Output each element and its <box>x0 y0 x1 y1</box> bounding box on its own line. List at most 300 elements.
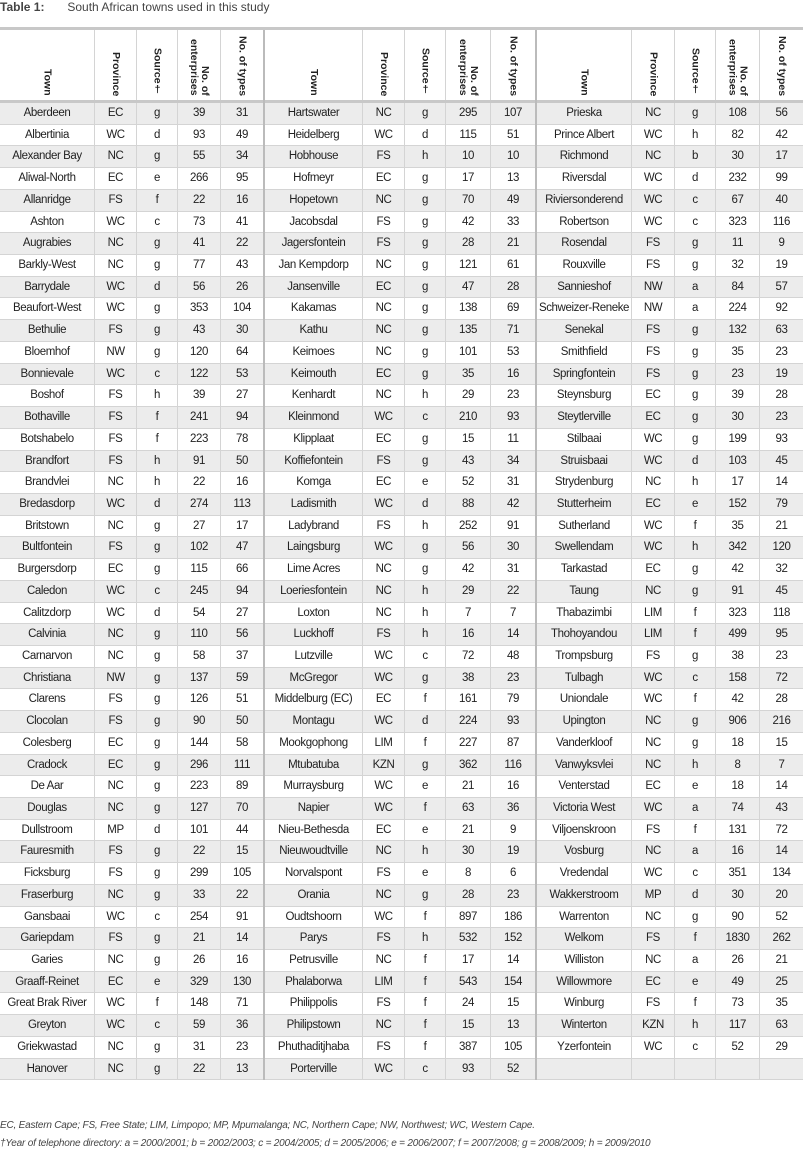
table-row <box>537 950 803 972</box>
table-row <box>537 1015 803 1037</box>
enterprises-cell: 299 <box>178 863 221 884</box>
town-cell: Jagersfontein <box>265 233 363 254</box>
header-source <box>675 30 716 100</box>
types-cell: 59 <box>236 671 248 684</box>
source-cell: g <box>137 255 178 276</box>
province-cell: EC <box>363 820 405 841</box>
source-cell: d <box>137 820 178 841</box>
enterprises-cell: 144 <box>178 733 221 754</box>
enterprises-cell: 15 <box>446 1015 491 1036</box>
town-cell: Philipstown <box>265 1015 363 1036</box>
types-cell: 15 <box>775 736 788 749</box>
table-row <box>537 907 803 929</box>
enterprises-cell: 103 <box>716 451 760 472</box>
enterprises-cell: 39 <box>716 385 760 406</box>
enterprises-cell: 17 <box>716 472 760 493</box>
table-row <box>265 863 535 885</box>
source-cell: c <box>675 212 716 233</box>
source-cell: c <box>137 907 178 928</box>
province-cell: EC <box>632 494 675 515</box>
table-row <box>0 233 263 255</box>
table-row <box>265 364 535 386</box>
enterprises-cell: 21 <box>446 820 491 841</box>
header-label: Province <box>110 51 122 96</box>
province-cell: WC <box>632 451 675 472</box>
town-cell: Upington <box>537 711 632 732</box>
province-cell: WC <box>363 776 405 797</box>
source-cell: c <box>405 1059 446 1080</box>
town-cell: Tarkastad <box>537 559 632 580</box>
source-cell: g <box>137 668 178 689</box>
source-cell: e <box>405 820 446 841</box>
source-cell: h <box>137 385 178 406</box>
town-cell: Stutterheim <box>537 494 632 515</box>
table-row <box>265 277 535 299</box>
enterprises-cell: 30 <box>446 841 491 862</box>
types-cell: 134 <box>772 867 791 880</box>
source-cell: a <box>675 277 716 298</box>
types-cell: 154 <box>504 975 522 988</box>
town-cell: Richmond <box>537 146 632 167</box>
table-row <box>0 451 263 473</box>
table-row <box>537 233 803 255</box>
table-row <box>0 972 263 994</box>
types-cell: 95 <box>236 172 248 185</box>
source-cell: g <box>675 711 716 732</box>
source-cell: d <box>405 125 446 146</box>
table-row <box>537 668 803 690</box>
enterprises-cell: 110 <box>178 624 221 645</box>
table-row <box>537 1059 803 1081</box>
types-cell: 13 <box>236 1062 248 1075</box>
source-cell: g <box>405 168 446 189</box>
table-row <box>0 776 263 798</box>
source-cell: g <box>137 841 178 862</box>
town-cell: Struisbaai <box>537 451 632 472</box>
source-cell: g <box>405 233 446 254</box>
source-cell: f <box>675 689 716 710</box>
types-cell: 28 <box>775 389 788 402</box>
types-cell: 118 <box>772 606 791 619</box>
enterprises-cell: 329 <box>178 972 221 993</box>
types-cell: 99 <box>775 172 788 185</box>
source-cell: g <box>405 364 446 385</box>
source-cell: g <box>137 342 178 363</box>
enterprises-cell: 7 <box>446 603 491 624</box>
town-cell: Porterville <box>265 1059 363 1080</box>
source-cell: g <box>675 255 716 276</box>
types-cell: 14 <box>775 845 788 858</box>
types-cell: 43 <box>236 259 248 272</box>
enterprises-cell: 323 <box>716 603 760 624</box>
province-cell: WC <box>632 798 675 819</box>
header-types <box>491 30 535 100</box>
town-cell: Prince Albert <box>537 125 632 146</box>
table-row <box>265 385 535 407</box>
types-cell: 58 <box>236 736 248 749</box>
enterprises-cell: 227 <box>446 733 491 754</box>
table-row <box>537 928 803 950</box>
table-row <box>265 125 535 147</box>
source-cell: f <box>675 820 716 841</box>
table-row <box>0 320 263 342</box>
source-cell: g <box>675 429 716 450</box>
town-cell: Augrabies <box>0 233 95 254</box>
town-cell: Ficksburg <box>0 863 95 884</box>
source-cell: d <box>137 494 178 515</box>
types-cell: 79 <box>507 693 519 706</box>
town-cell: Wakkerstroom <box>537 885 632 906</box>
enterprises-cell: 77 <box>178 255 221 276</box>
types-cell: 120 <box>772 541 791 554</box>
town-cell: Botshabelo <box>0 429 95 450</box>
source-cell: c <box>405 646 446 667</box>
source-cell: g <box>405 103 446 124</box>
table-row <box>265 494 535 516</box>
enterprises-cell: 73 <box>716 993 760 1014</box>
types-cell: 21 <box>775 519 788 532</box>
table-row <box>537 472 803 494</box>
table-row <box>265 472 535 494</box>
source-cell: h <box>675 472 716 493</box>
province-cell: WC <box>363 907 405 928</box>
types-cell: 152 <box>504 932 522 945</box>
town-cell: Sutherland <box>537 516 632 537</box>
enterprises-cell: 49 <box>716 972 760 993</box>
table-row <box>265 342 535 364</box>
town-cell: Steytlerville <box>537 407 632 428</box>
town-cell: Mtubatuba <box>265 755 363 776</box>
table-row <box>0 907 263 929</box>
town-cell: Senekal <box>537 320 632 341</box>
source-cell: g <box>405 559 446 580</box>
province-cell: NC <box>632 103 675 124</box>
town-cell: Griekwastad <box>0 1037 95 1058</box>
source-cell: g <box>137 516 178 537</box>
enterprises-cell: 88 <box>446 494 491 515</box>
table-row <box>537 168 803 190</box>
source-cell: g <box>405 277 446 298</box>
province-cell: NC <box>363 841 405 862</box>
table-row <box>0 841 263 863</box>
types-cell: 27 <box>236 606 248 619</box>
province-cell <box>632 1059 675 1080</box>
province-cell: NC <box>363 255 405 276</box>
town-cell: Rosendal <box>537 233 632 254</box>
province-cell: NC <box>363 1015 405 1036</box>
types-cell: 72 <box>775 823 788 836</box>
header-label: Town <box>578 69 591 96</box>
header-enterprises <box>178 30 221 100</box>
types-cell: 29 <box>775 1040 788 1053</box>
town-cell: Philippolis <box>265 993 363 1014</box>
towns-table <box>0 27 803 1080</box>
province-cell: FS <box>95 689 137 710</box>
types-cell: 13 <box>507 1019 519 1032</box>
source-cell: e <box>405 776 446 797</box>
enterprises-cell: 22 <box>178 841 221 862</box>
types-cell: 16 <box>236 954 248 967</box>
source-cell: e <box>405 863 446 884</box>
enterprises-cell: 21 <box>178 928 221 949</box>
source-cell: f <box>675 603 716 624</box>
town-cell: Murraysburg <box>265 776 363 797</box>
header-types <box>221 30 263 100</box>
province-cell: FS <box>632 928 675 949</box>
source-cell: d <box>137 277 178 298</box>
types-cell: 45 <box>775 454 788 467</box>
enterprises-cell: 74 <box>716 798 760 819</box>
town-cell: Riversdal <box>537 168 632 189</box>
town-cell: Phuthaditjhaba <box>265 1037 363 1058</box>
table-row <box>537 972 803 994</box>
source-cell: g <box>137 1037 178 1058</box>
table-row <box>265 755 535 777</box>
enterprises-cell: 52 <box>446 472 491 493</box>
enterprises-cell: 54 <box>178 603 221 624</box>
town-cell: Klipplaat <box>265 429 363 450</box>
source-cell: g <box>137 103 178 124</box>
province-cell: MP <box>95 820 137 841</box>
table-row <box>0 516 263 538</box>
source-cell: c <box>137 1015 178 1036</box>
types-cell: 92 <box>775 302 788 315</box>
table-label: Table 1: <box>0 0 45 14</box>
enterprises-cell: 102 <box>178 537 221 558</box>
province-cell: WC <box>95 1015 137 1036</box>
town-cell: Heidelberg <box>265 125 363 146</box>
province-cell: EC <box>95 559 137 580</box>
enterprises-cell: 29 <box>446 581 491 602</box>
header-label: Source† <box>419 48 432 96</box>
source-cell: d <box>137 603 178 624</box>
types-cell: 71 <box>507 324 519 337</box>
header-label: Province <box>378 51 390 96</box>
header-enterprises <box>446 30 491 100</box>
town-cell: Bethulie <box>0 320 95 341</box>
table-row <box>265 537 535 559</box>
types-cell: 23 <box>775 411 788 424</box>
town-cell: Fauresmith <box>0 841 95 862</box>
enterprises-cell: 42 <box>446 559 491 580</box>
table-row <box>265 429 535 451</box>
source-cell: g <box>675 385 716 406</box>
types-cell: 51 <box>236 693 248 706</box>
enterprises-cell: 21 <box>446 776 491 797</box>
enterprises-cell: 22 <box>178 1059 221 1080</box>
town-cell: Smithfield <box>537 342 632 363</box>
enterprises-cell: 41 <box>178 233 221 254</box>
province-cell: FS <box>632 646 675 667</box>
types-cell: 7 <box>510 606 516 619</box>
table-row <box>537 885 803 907</box>
enterprises-cell: 39 <box>178 385 221 406</box>
enterprises-cell: 17 <box>446 950 491 971</box>
types-cell: 36 <box>507 802 519 814</box>
source-cell: e <box>405 472 446 493</box>
enterprises-cell: 59 <box>178 1015 221 1036</box>
table-row <box>0 494 263 516</box>
table-row <box>537 993 803 1015</box>
types-cell: 107 <box>504 107 522 119</box>
province-cell: WC <box>363 494 405 515</box>
table-row <box>537 537 803 559</box>
source-cell: g <box>675 364 716 385</box>
header-row <box>537 30 803 103</box>
town-cell: Robertson <box>537 212 632 233</box>
enterprises-cell: 115 <box>178 559 221 580</box>
table-row <box>0 537 263 559</box>
source-cell: g <box>405 342 446 363</box>
province-cell: WC <box>95 581 137 602</box>
source-cell: g <box>137 646 178 667</box>
town-cell: Garies <box>0 950 95 971</box>
types-cell: 34 <box>507 454 519 467</box>
province-cell: WC <box>632 429 675 450</box>
table-row <box>265 581 535 603</box>
enterprises-cell: 115 <box>446 125 491 146</box>
province-cell: FS <box>363 516 405 537</box>
types-cell: 14 <box>507 628 519 641</box>
types-cell: 35 <box>775 997 788 1010</box>
source-cell: f <box>405 689 446 710</box>
province-cell: FS <box>95 711 137 732</box>
source-cell: h <box>405 385 446 406</box>
source-cell: g <box>405 668 446 689</box>
province-cell: KZN <box>632 1015 675 1036</box>
enterprises-cell: 28 <box>446 233 491 254</box>
table-row <box>265 516 535 538</box>
province-cell: EC <box>95 733 137 754</box>
province-cell: NC <box>95 885 137 906</box>
province-cell: LIM <box>632 603 675 624</box>
types-cell: 32 <box>775 563 788 576</box>
province-cell: NC <box>632 146 675 167</box>
town-cell: Calitzdorp <box>0 603 95 624</box>
table-row <box>0 255 263 277</box>
types-cell: 23 <box>775 345 788 358</box>
source-cell: g <box>405 298 446 319</box>
province-cell: WC <box>363 407 405 428</box>
province-cell: LIM <box>363 733 405 754</box>
types-cell <box>760 1059 803 1080</box>
types-cell: 30 <box>507 541 519 554</box>
header-label: No. of enterprises <box>726 39 750 96</box>
enterprises-cell: 101 <box>178 820 221 841</box>
town-cell: Bultfontein <box>0 537 95 558</box>
town-cell: Williston <box>537 950 632 971</box>
town-cell: Springfontein <box>537 364 632 385</box>
province-cell: NC <box>95 146 137 167</box>
table-row <box>537 516 803 538</box>
types-cell: 11 <box>507 432 519 445</box>
enterprises-cell: 52 <box>716 1037 760 1058</box>
table-row <box>0 1015 263 1037</box>
enterprises-cell: 29 <box>446 385 491 406</box>
town-cell: Mookgophong <box>265 733 363 754</box>
enterprises-cell: 33 <box>178 885 221 906</box>
source-cell: f <box>675 516 716 537</box>
town-cell: Hanover <box>0 1059 95 1080</box>
source-cell: f <box>137 190 178 211</box>
header-label: Source† <box>689 48 702 96</box>
types-cell: 72 <box>775 671 788 684</box>
enterprises-cell: 351 <box>716 863 760 884</box>
source-cell: g <box>137 537 178 558</box>
province-cell: LIM <box>632 624 675 645</box>
types-cell: 31 <box>236 107 248 119</box>
types-cell: 14 <box>507 954 519 967</box>
town-cell: Swellendam <box>537 537 632 558</box>
header-label: Town <box>308 69 320 96</box>
enterprises-cell: 897 <box>446 907 491 928</box>
enterprises-cell: 42 <box>716 689 760 710</box>
header-town <box>537 30 632 100</box>
province-cell: WC <box>632 125 675 146</box>
types-cell: 113 <box>233 497 251 510</box>
source-cell: g <box>405 451 446 472</box>
town-cell: Prieska <box>537 103 632 124</box>
table-row <box>537 755 803 777</box>
province-cell: EC <box>632 972 675 993</box>
source-year-note: †Year of telephone directory: a = 2000/2001; b = 2002/2003; c = 2004/2005; d = 2005/2006; e = 2006/2007; f = 2007/2008; g = 2008/2009; h = 2009/2010 <box>0 1138 651 1149</box>
types-cell: 14 <box>775 476 788 489</box>
types-cell: 23 <box>236 1040 248 1053</box>
province-cell: EC <box>363 472 405 493</box>
town-cell: Strydenburg <box>537 472 632 493</box>
town-cell: Brandvlei <box>0 472 95 493</box>
enterprises-cell: 152 <box>716 494 760 515</box>
source-cell: a <box>675 950 716 971</box>
table-row <box>537 212 803 234</box>
province-cell: NW <box>95 342 137 363</box>
province-cell: NC <box>632 950 675 971</box>
table-row <box>265 451 535 473</box>
town-cell: Steynsburg <box>537 385 632 406</box>
types-cell: 186 <box>504 910 522 923</box>
town-cell: Lutzville <box>265 646 363 667</box>
town-cell: Gariepdam <box>0 928 95 949</box>
enterprises-cell: 55 <box>178 146 221 167</box>
enterprises-cell: 39 <box>178 103 221 124</box>
town-cell: Lime Acres <box>265 559 363 580</box>
header-enterprises <box>716 30 760 100</box>
province-cell: EC <box>363 689 405 710</box>
header-town <box>0 30 95 100</box>
types-cell: 47 <box>236 541 248 554</box>
province-cell: FS <box>363 1037 405 1058</box>
table-row <box>537 820 803 842</box>
town-cell: Thabazimbi <box>537 603 632 624</box>
column-group <box>265 30 535 1080</box>
source-cell: h <box>405 581 446 602</box>
types-cell: 71 <box>236 997 248 1010</box>
source-cell: f <box>405 1037 446 1058</box>
enterprises-cell: 47 <box>446 277 491 298</box>
table-row <box>265 603 535 625</box>
table-row <box>265 820 535 842</box>
source-cell: g <box>137 298 178 319</box>
source-cell: e <box>137 168 178 189</box>
types-cell: 49 <box>236 128 248 141</box>
town-cell: Norvalspont <box>265 863 363 884</box>
town-cell: Orania <box>265 885 363 906</box>
source-cell: g <box>137 624 178 645</box>
source-cell: g <box>137 950 178 971</box>
table-row <box>0 168 263 190</box>
table-row <box>537 125 803 147</box>
types-cell: 52 <box>775 910 788 923</box>
